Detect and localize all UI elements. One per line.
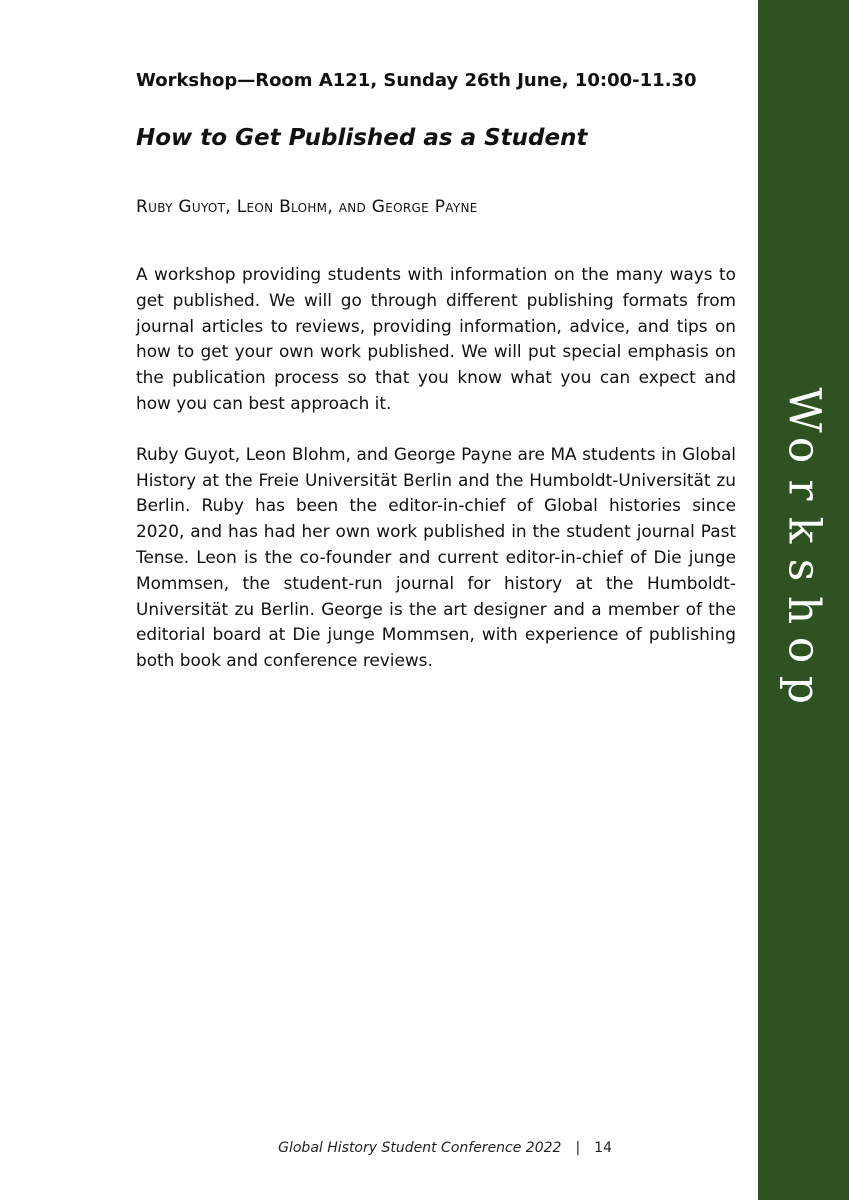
workshop-title: How to Get Published as a Student — [136, 125, 588, 151]
side-label-letter: o — [778, 436, 830, 464]
side-label-letter: p — [778, 675, 830, 705]
side-label-letter: k — [778, 516, 830, 544]
section-side-band — [758, 0, 849, 1200]
side-label-letter: r — [778, 479, 830, 501]
side-label-letter: W — [778, 387, 830, 433]
section-side-label — [758, 387, 849, 710]
footer-conference-name: Global History Student Conference 2022 — [278, 1140, 562, 1156]
side-label-letter: o — [778, 636, 830, 664]
page-content — [136, 66, 736, 674]
side-label-letter: h — [778, 595, 830, 625]
page-number: 14 — [594, 1140, 612, 1156]
workshop-description: A workshop providing students with information on the many ways to get published. We will go through different publishing formats from journal articles to reviews, providing information, advice, and tips on how to get your own work published. We will put special emphasis on the publication process so that you know what you can expect and how you can best approach it. — [136, 264, 736, 413]
page-footer — [0, 1138, 758, 1158]
presenters-bio: Ruby Guyot, Leon Blohm, and George Payne are MA students in Global History at the Freie Universität Berlin and the Humboldt-Universität zu Berlin. Ruby has been the editor-in-chief of Global histories since 2020, and has had her own work published in the student journal Past Tense. Leon is the co-founder and current editor-in-chief of Die junge Mommsen, the student-run journal for history at the Humboldt-Universität zu Berlin. George is the art designer and a member of the editorial board at Die junge Mommsen, with experience of publishing both book and conference reviews. — [136, 443, 736, 671]
session-info: Workshop—Room A121, Sunday 26th June, 10:00-11.30 — [136, 70, 697, 91]
workshop-authors: Ruby Guyot, Leon Blohm, and George Payne — [136, 197, 478, 217]
footer-separator: | — [575, 1140, 581, 1156]
side-label-letter: s — [778, 558, 830, 582]
